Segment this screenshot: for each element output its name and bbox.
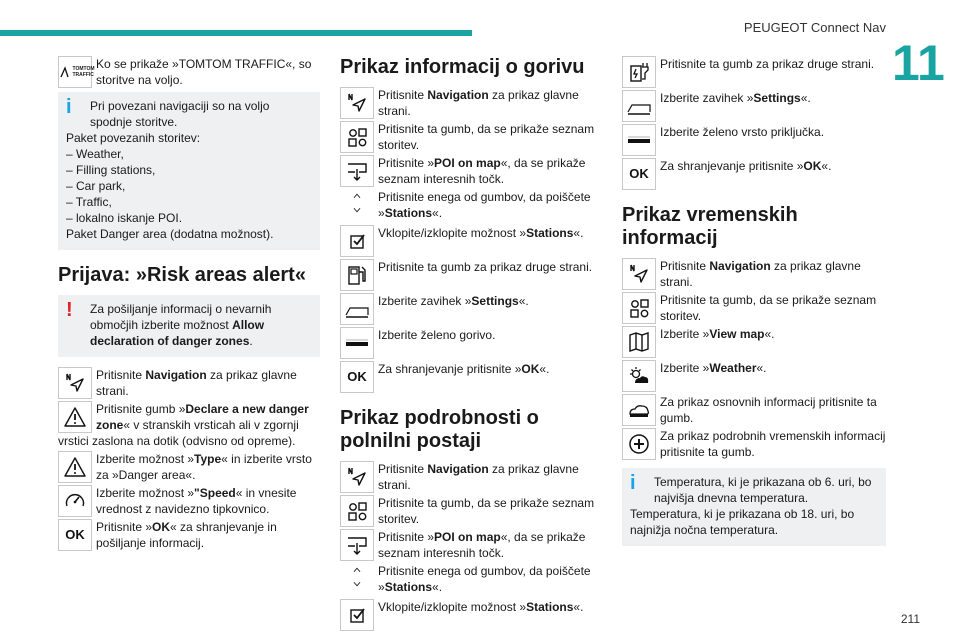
tab-icon [340, 293, 374, 325]
step-detailed-info [622, 428, 886, 460]
step-text: Pritisnite » [378, 156, 435, 170]
tomtom-traffic-icon [58, 56, 95, 88]
info-icon: i [630, 472, 636, 494]
section-heading-weather: Prikaz vremenskih informacij [622, 204, 798, 249]
step-text: « in izberite vrsto za »Danger area«. [96, 452, 312, 482]
tomtom-step [58, 56, 320, 88]
step-navigation [622, 258, 886, 290]
step-poi [340, 155, 602, 187]
list-bar-icon [340, 327, 374, 359]
step-select-connector [622, 124, 886, 156]
warning-note [58, 295, 320, 357]
step-text: « v stranskih vrsticah ali v zgornji vrstici zaslona na dotik (odvisno od opreme). [58, 418, 299, 448]
step-bold: Navigation [427, 88, 489, 102]
warning-triangle-icon [58, 451, 92, 483]
info-note-line3: Paket Danger area (dodatna možnost). [66, 227, 274, 241]
step-type [58, 451, 320, 483]
step-services [340, 495, 602, 527]
checkbox-icon [340, 225, 374, 257]
step-text: Vklopite/izklopite možnost » [378, 226, 527, 240]
step-text: Izberite » [660, 327, 710, 341]
step-bold: "Speed [194, 486, 236, 500]
step-poi [340, 529, 602, 561]
step-text: Izberite » [660, 361, 710, 375]
step-text: Pritisnite ta gumb za prikaz druge strani. [378, 260, 593, 274]
service-item: – Car park, [66, 179, 126, 193]
section-heading-fuel: Prikaz informacij o gorivu [340, 56, 585, 78]
section-heading-charging: Prikaz podrobnosti o polnilni postaji [340, 407, 539, 452]
weather-icon [622, 360, 656, 392]
header-title: PEUGEOT Connect Nav [743, 20, 886, 35]
step-text: Pritisnite » [378, 530, 435, 544]
step-bold: Stations [384, 206, 433, 220]
checkbox-icon [340, 599, 374, 631]
navigation-icon [340, 461, 374, 493]
step-bold: Settings [471, 294, 519, 308]
step-text: Pritisnite ta gumb, da se prikaže seznam storitev. [660, 293, 877, 323]
step-text: « in vnesite vrednost z navidezno tipkovnico. [96, 486, 297, 516]
step-text: Izberite želeno gorivo. [378, 328, 496, 342]
step-text: «, da se prikaže seznam interesnih točk. [378, 156, 586, 186]
warning-triangle-icon [58, 401, 92, 433]
step-text: Pritisnite ta gumb, da se prikaže seznam storitev. [378, 122, 595, 152]
poi-map-icon [340, 529, 374, 561]
step-text: «. [518, 294, 529, 308]
navigation-icon [622, 258, 656, 290]
step-text: za prikaz glavne strani. [96, 368, 297, 398]
step-bold: Stations [526, 600, 574, 614]
step-navigation [58, 367, 320, 399]
step-ok [58, 519, 320, 551]
service-item: – Weather, [66, 147, 124, 161]
warning-icon: ! [66, 299, 73, 321]
step-text: za prikaz glavne strani. [378, 88, 579, 118]
step-text: Za shranjevanje pritisnite » [660, 159, 804, 173]
info-note-line2: Paket povezanih storitev: [66, 131, 201, 145]
step-bold: Navigation [145, 368, 207, 382]
step-bold: Type [194, 452, 222, 466]
fuel-pump-icon [340, 259, 374, 291]
step-bold: Navigation [709, 259, 771, 273]
info-note-services [58, 92, 320, 250]
step-text: «. [756, 361, 767, 375]
step-search-stations [340, 189, 602, 223]
step-text: Pritisnite [660, 259, 710, 273]
poi-map-icon [340, 155, 374, 187]
step-bold: Navigation [427, 462, 489, 476]
column-2 [340, 56, 602, 633]
step-text: za prikaz glavne strani. [660, 259, 861, 289]
step-bold: Stations [384, 580, 433, 594]
step-search-stations [340, 563, 602, 597]
step-text: Pritisnite [96, 368, 146, 382]
step-bold: Declare a new danger zone [96, 402, 309, 432]
step-bold: Settings [753, 91, 801, 105]
step-text: Za shranjevanje pritisnite » [378, 362, 522, 376]
step-select-fuel [340, 327, 602, 359]
plus-circle-icon [622, 428, 656, 460]
step-bold: View map [709, 327, 765, 341]
step-second-page [340, 259, 602, 291]
step-text: «. [539, 362, 550, 376]
speedometer-icon [58, 485, 92, 517]
service-item: – lokalno iskanje POI. [66, 211, 183, 225]
step-text: Izberite želeno vrsto priključka. [660, 125, 825, 139]
info-note-line2: Temperatura, ki je prikazana ob 18. uri, bo najnižja nočna temperatura. [630, 507, 855, 537]
step-toggle-stations [340, 599, 602, 631]
tomtom-text: Ko se prikaže »TOMTOM TRAFFIC«, so storitve na voljo. [96, 57, 312, 87]
step-text: «. [821, 159, 832, 173]
step-settings-tab [622, 90, 886, 122]
step-text: «. [800, 91, 811, 105]
step-text: za prikaz glavne strani. [378, 462, 579, 492]
ok-icon: OK [58, 519, 92, 551]
map-icon [622, 326, 656, 358]
step-text: «. [432, 206, 443, 220]
step-bold: OK [152, 520, 171, 534]
step-text: Pritisnite ta gumb, da se prikaže seznam storitev. [378, 496, 595, 526]
chapter-number: 11 [892, 35, 945, 91]
ok-icon: OK [622, 158, 656, 190]
chevron-up-down-icon [340, 189, 374, 223]
chevron-up-down-icon [340, 563, 374, 597]
warning-post: . [249, 334, 253, 348]
step-speed [58, 485, 320, 517]
step-text: «, da se prikaže seznam interesnih točk. [378, 530, 586, 560]
step-text: Pritisnite » [96, 520, 153, 534]
step-text: Pritisnite [378, 88, 428, 102]
service-item: – Traffic, [66, 195, 112, 209]
step-bold: POI on map [434, 156, 501, 170]
step-declare-danger [58, 401, 320, 449]
step-view-map [622, 326, 886, 358]
column-3 [622, 56, 886, 556]
step-navigation [340, 87, 602, 119]
charging-station-icon [622, 56, 656, 88]
section-heading-risk-areas: Prijava: »Risk areas alert« [58, 264, 306, 286]
step-toggle-stations [340, 225, 602, 257]
basic-weather-icon [622, 394, 656, 426]
info-note-line1: Temperatura, ki je prikazana ob 6. uri, bo najvišja dnevna temperatura. [654, 475, 872, 505]
header-accent-bar [0, 30, 472, 36]
warning-bold: Allow declaration of danger zones [90, 318, 265, 348]
step-text: «. [573, 600, 584, 614]
step-text: Izberite možnost » [96, 486, 195, 500]
step-services [622, 292, 886, 324]
step-text: Pritisnite enega od gumbov, da poiščete » [378, 564, 591, 594]
step-text: Vklopite/izklopite možnost » [378, 600, 527, 614]
step-text: Za prikaz podrobnih vremenskih informacij pritisnite ta gumb. [660, 429, 886, 459]
step-text: Pritisnite [378, 462, 428, 476]
apps-icon [340, 121, 374, 153]
step-text: «. [764, 327, 775, 341]
step-ok [622, 158, 886, 190]
step-settings-tab [340, 293, 602, 325]
warning-text: Za pošiljanje informacij o nevarnih območjih izberite možnost [90, 302, 272, 332]
step-text: Izberite možnost » [96, 452, 195, 466]
step-text: Izberite zavihek » [660, 91, 754, 105]
service-item: – Filling stations, [66, 163, 156, 177]
step-text: «. [573, 226, 584, 240]
step-text: Izberite zavihek » [378, 294, 472, 308]
info-note-line1: Pri povezani navigaciji so na voljo spodnje storitve. [90, 99, 270, 129]
step-basic-info [622, 394, 886, 426]
step-bold: Weather [709, 361, 757, 375]
page-number: 211 [900, 612, 920, 626]
info-icon: i [66, 96, 72, 118]
step-services [340, 121, 602, 153]
step-weather [622, 360, 886, 392]
tab-icon [622, 90, 656, 122]
info-note-temperature [622, 468, 886, 546]
step-text: Za prikaz osnovnih informacij pritisnite ta gumb. [660, 395, 877, 425]
step-text: Pritisnite gumb » [96, 402, 186, 416]
apps-icon [622, 292, 656, 324]
ok-icon: OK [340, 361, 374, 393]
step-text: « za shranjevanje in pošiljanje informacij. [96, 520, 277, 550]
step-navigation [340, 461, 602, 493]
list-bar-icon [622, 124, 656, 156]
navigation-icon [58, 367, 92, 399]
navigation-icon [340, 87, 374, 119]
column-1 [58, 56, 320, 553]
step-bold: POI on map [434, 530, 501, 544]
apps-icon [340, 495, 374, 527]
step-second-page [622, 56, 886, 88]
tomtom-icon-label: TOMTOM TRAFFIC [72, 66, 95, 78]
step-text: Pritisnite ta gumb za prikaz druge strani. [660, 57, 875, 71]
step-bold: Stations [526, 226, 574, 240]
step-ok [340, 361, 602, 393]
step-bold: OK [521, 362, 540, 376]
step-text: «. [432, 580, 443, 594]
step-bold: OK [803, 159, 822, 173]
step-text: Pritisnite enega od gumbov, da poiščete » [378, 190, 591, 220]
